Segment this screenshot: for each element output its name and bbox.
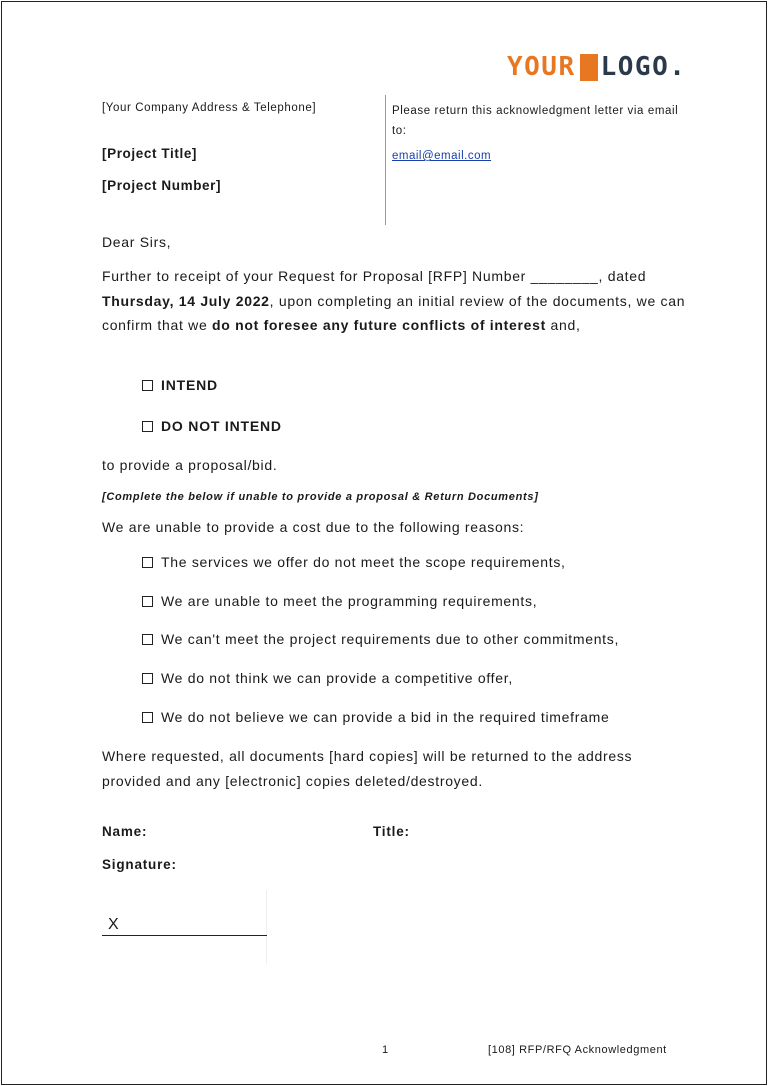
title-label: Title:: [373, 824, 410, 839]
reason-item-programming[interactable]: [142, 593, 537, 609]
reason-label: We can't meet the project requirements due to other commitments,: [161, 631, 620, 647]
checkbox-icon[interactable]: [142, 712, 153, 723]
document-reference: [108] RFP/RFQ Acknowledgment: [488, 1044, 667, 1056]
checkbox-icon[interactable]: [142, 634, 153, 645]
salutation: Dear Sirs,: [102, 234, 172, 250]
provide-text: to provide a proposal/bid.: [102, 457, 278, 473]
logo-text-your: YOUR: [507, 52, 576, 82]
name-label: Name:: [102, 824, 148, 839]
intro-text-3: and,: [545, 317, 581, 333]
intro-date: Thursday, 14 July 2022: [102, 292, 270, 309]
intro-bold-text: do not foresee any future conflicts of interest: [212, 317, 546, 333]
reason-label: We do not think we can provide a competitive offer,: [161, 670, 513, 686]
reasons-intro: We are unable to provide a cost due to the following reasons:: [102, 519, 525, 535]
signature-mark: X: [108, 916, 119, 933]
reason-label: We do not believe we can provide a bid in the required timeframe: [161, 709, 610, 725]
option-intend-label: INTEND: [161, 377, 218, 393]
reason-label: We are unable to meet the programming requirements,: [161, 593, 538, 609]
checkbox-icon[interactable]: [142, 380, 153, 391]
signature-line: [102, 935, 267, 936]
option-do-not-intend-label: DO NOT INTEND: [161, 418, 282, 434]
reason-item-scope[interactable]: [142, 554, 566, 570]
signature-label: Signature:: [102, 857, 177, 872]
reason-item-commitments[interactable]: [142, 631, 619, 647]
logo-block-icon: [580, 54, 598, 81]
project-number: [Project Number]: [102, 178, 222, 193]
reason-label: The services we offer do not meet the scope requirements,: [161, 554, 566, 570]
header-divider: [385, 95, 386, 225]
instruction-note: [Complete the below if unable to provide a proposal & Return Documents]: [102, 491, 539, 503]
document-page: [1, 1, 767, 1085]
project-title: [Project Title]: [102, 146, 198, 161]
option-do-not-intend[interactable]: [142, 418, 282, 434]
checkbox-icon[interactable]: [142, 557, 153, 568]
checkbox-icon[interactable]: [142, 421, 153, 432]
checkbox-icon[interactable]: [142, 596, 153, 607]
closing-paragraph: Where requested, all documents [hard copies] will be returned to the address provided and any [electronic] copies deleted/destroyed.: [102, 748, 633, 789]
company-address: [Your Company Address & Telephone]: [102, 102, 317, 114]
reason-item-timeframe[interactable]: [142, 709, 609, 725]
return-note: Please return this acknowledgment letter via email to:: [392, 105, 679, 137]
signature-field[interactable]: [102, 890, 267, 965]
intro-text-1: Further to receipt of your Request for Proposal [RFP] Number ________, dated: [102, 268, 647, 284]
return-email-link[interactable]: email@email.com: [392, 150, 492, 162]
intro-text-2: , upon completing an initial review of the documents, we can confirm that we: [102, 292, 686, 333]
logo-text-logo: LOGO.: [600, 52, 687, 82]
checkbox-icon[interactable]: [142, 673, 153, 684]
company-logo: [507, 52, 686, 82]
option-intend[interactable]: [142, 377, 218, 393]
intro-paragraph: [102, 264, 692, 338]
page-number: 1: [382, 1044, 389, 1056]
reason-item-competitive[interactable]: [142, 670, 513, 686]
